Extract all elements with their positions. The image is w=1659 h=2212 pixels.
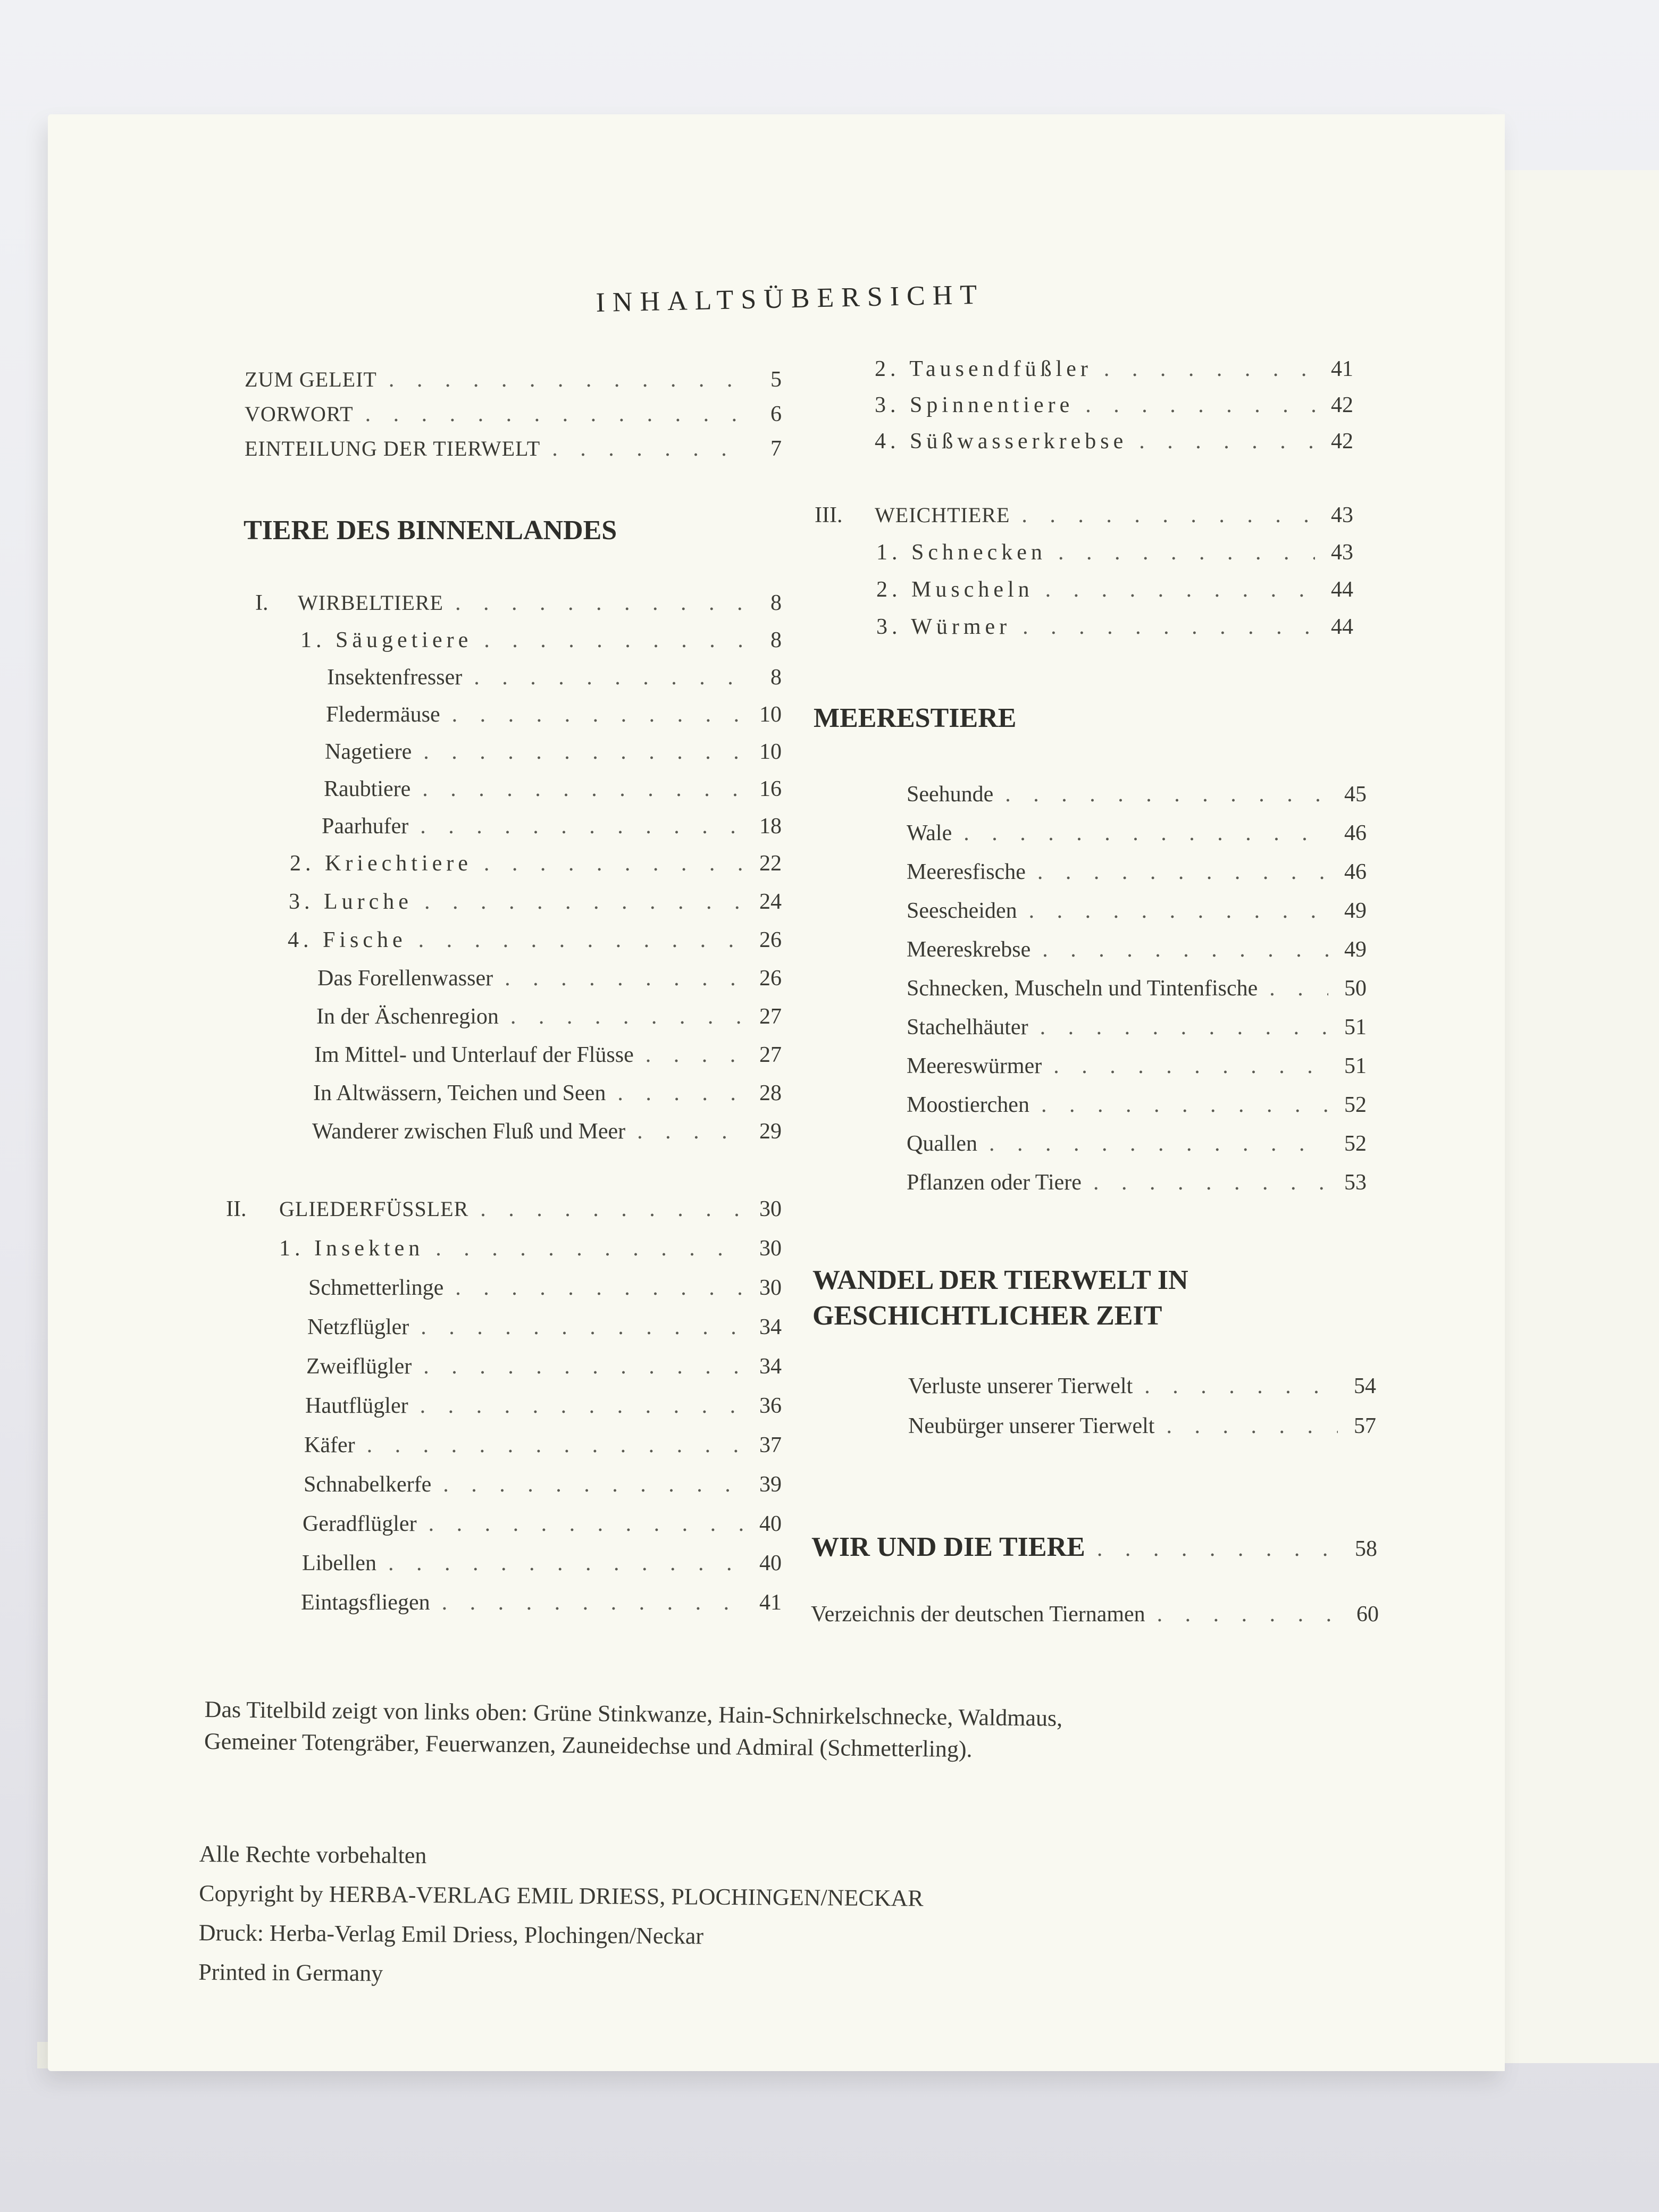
entry-page: 24	[759, 890, 782, 914]
toc-entry	[245, 367, 782, 401]
entry-page: 46	[1344, 860, 1367, 884]
entry-label: Moostierchen	[907, 1093, 1029, 1117]
entry-page: 58	[1355, 1537, 1377, 1561]
entry-page: 16	[759, 777, 782, 801]
entry-page: 54	[1354, 1374, 1376, 1398]
entry-label: Verzeichnis der deutschen Tiernamen	[811, 1602, 1145, 1627]
toc-entry	[876, 577, 1353, 611]
entry-label: Libellen	[302, 1551, 376, 1576]
entry-page: 18	[759, 814, 782, 839]
entry-page: 51	[1344, 1015, 1367, 1040]
entry-label: 3. Spinnentiere	[875, 393, 1074, 417]
toc-entry	[312, 1119, 782, 1153]
entry-label: Seehunde	[907, 782, 994, 807]
leader-dots	[423, 1511, 743, 1537]
entry-label: 4. Süßwasserkrebse	[875, 429, 1128, 454]
entry-label: 1. Säugetiere	[300, 628, 473, 652]
leader-dots	[1088, 1170, 1328, 1195]
imprint-block	[198, 1834, 924, 1997]
entry-label: 1. Schnecken	[876, 540, 1046, 565]
section-heading: GESCHICHTLICHER ZEIT	[812, 1301, 1162, 1331]
leader-dots	[1134, 429, 1315, 454]
entry-page: 41	[759, 1590, 782, 1615]
toc-entry	[875, 356, 1353, 390]
leader-dots	[1036, 1092, 1328, 1118]
entry-label: Meeresfische	[907, 860, 1026, 884]
toc-entry	[304, 1432, 782, 1467]
entry-page: 22	[759, 851, 782, 876]
entry-label: Insektenfresser	[327, 665, 463, 690]
entry-label: 2. Muscheln	[876, 577, 1034, 602]
leader-dots	[612, 1080, 743, 1106]
caption-line: Das Titelbild zeigt von links oben: Grüne Stinkwanze, Hain-Schnirkelschnecke, Waldmaus,	[204, 1696, 1063, 1731]
entry-page: 6	[770, 402, 782, 426]
toc-entry	[279, 1236, 782, 1270]
leader-dots	[430, 1236, 743, 1261]
entry-label: Geradflügler	[303, 1512, 417, 1536]
toc-entry	[317, 966, 782, 1000]
entry-page: 43	[1331, 540, 1353, 565]
leader-dots	[362, 1432, 743, 1458]
entry-label: WIR UND DIE TIERE	[811, 1532, 1085, 1562]
toc-entry	[302, 1551, 782, 1585]
toc-entry	[322, 814, 782, 848]
entry-page: 26	[759, 966, 782, 991]
toc-entry	[907, 1170, 1367, 1204]
leader-dots	[1092, 1536, 1339, 1562]
imprint-print: Druck: Herba-Verlag Emil Driess, Plochingen/Neckar	[198, 1919, 704, 1949]
caption-line: Gemeiner Totengräber, Feuerwanzen, Zauneidechse und Admiral (Schmetterling).	[204, 1728, 973, 1763]
entry-page: 44	[1331, 615, 1353, 639]
leader-dots	[1053, 540, 1315, 565]
entry-label: EINTEILUNG DER TIERWELT	[245, 437, 541, 460]
entry-page: 10	[759, 702, 782, 727]
leader-dots	[418, 1354, 743, 1379]
cover-caption	[204, 1694, 1063, 1766]
entry-page: 50	[1344, 976, 1367, 1001]
toc-entry	[316, 1004, 782, 1038]
entry-label: Seescheiden	[907, 899, 1017, 923]
toc-entry	[313, 1080, 782, 1115]
entry-label: 3. Würmer	[876, 615, 1011, 639]
toc-entry	[301, 1590, 782, 1624]
leader-dots	[958, 820, 1328, 846]
leader-dots	[450, 1275, 743, 1301]
entry-page: 27	[759, 1004, 782, 1029]
entry-page: 40	[759, 1512, 782, 1536]
toc-entry	[908, 1373, 1376, 1407]
entry-label: GLIEDERFÜSSLER	[279, 1197, 469, 1221]
section-heading: TIERE DES BINNENLANDES	[244, 515, 617, 546]
toc-entry	[255, 590, 782, 624]
leader-dots	[415, 1393, 743, 1419]
toc-entry	[907, 1131, 1367, 1165]
leader-dots	[1152, 1602, 1340, 1627]
entry-page: 49	[1344, 899, 1367, 923]
toc-entry	[907, 898, 1367, 932]
toc-entry	[245, 401, 782, 435]
imprint-copyright: Copyright by HERBA-VERLAG EMIL DRIESS, PLOCHINGEN/NECKAR	[199, 1880, 924, 1912]
entry-page: 41	[1331, 357, 1353, 381]
entry-page: 34	[759, 1354, 782, 1379]
page-title: INHALTSÜBERSICHT	[596, 279, 985, 318]
leader-dots	[360, 401, 743, 427]
leader-dots	[413, 927, 743, 953]
toc-entry	[325, 739, 782, 773]
entry-label: Meereskrebse	[907, 937, 1031, 962]
entry-label: Meereswürmer	[907, 1054, 1042, 1078]
toc-entry	[290, 851, 782, 885]
entry-page: 46	[1344, 821, 1367, 845]
toc-entry	[226, 1196, 782, 1230]
toc-entry	[306, 1354, 782, 1388]
entry-page: 7	[770, 437, 782, 461]
entry-page: 36	[759, 1394, 782, 1418]
leader-dots	[1264, 976, 1328, 1001]
toc-entry	[307, 1314, 782, 1348]
toc-entry	[811, 1531, 1377, 1565]
toc-entry	[326, 702, 782, 736]
toc-entry	[907, 859, 1367, 893]
entry-page: 45	[1344, 782, 1367, 807]
entry-page: 8	[770, 591, 782, 615]
entry-page: 52	[1344, 1132, 1367, 1156]
toc-entry	[907, 782, 1367, 816]
toc-entry	[304, 1472, 782, 1506]
toc-entry	[303, 1511, 782, 1545]
toc-entry	[324, 776, 782, 810]
entry-label: ZUM GELEIT	[245, 367, 377, 391]
entry-label: Paarhufer	[322, 814, 409, 839]
toc-entry	[875, 429, 1353, 463]
section-heading: WANDEL DER TIERWELT IN	[812, 1265, 1188, 1295]
leader-dots	[1037, 937, 1328, 962]
leader-dots	[475, 1196, 743, 1222]
entry-label: Verluste unserer Tierwelt	[908, 1374, 1133, 1398]
entry-label: Hautflügler	[305, 1394, 408, 1418]
entry-label: 1. Insekten	[279, 1236, 424, 1261]
leader-dots	[640, 1042, 743, 1068]
entry-label: In der Äschenregion	[316, 1004, 499, 1029]
toc-entry	[907, 976, 1367, 1010]
entry-page: 37	[759, 1433, 782, 1457]
leader-dots	[479, 627, 743, 653]
entry-page: 53	[1344, 1170, 1367, 1195]
toc-entry	[875, 392, 1353, 426]
entry-label: In Altwässern, Teichen und Seen	[313, 1081, 606, 1105]
leader-dots	[1032, 859, 1328, 885]
leader-dots	[418, 739, 743, 765]
roman-numeral: II.	[226, 1197, 247, 1221]
toc-entry	[811, 1602, 1379, 1636]
entry-page: 34	[759, 1315, 782, 1339]
entry-page: 57	[1354, 1414, 1376, 1438]
toc-entry	[815, 502, 1353, 537]
leader-dots	[468, 665, 743, 690]
leader-dots	[1139, 1373, 1338, 1399]
entry-label: Neubürger unserer Tierwelt	[908, 1414, 1155, 1438]
leader-dots	[437, 1590, 743, 1615]
leader-dots	[417, 776, 743, 802]
entry-label: Nagetiere	[325, 740, 412, 764]
entry-label: Stachelhäuter	[907, 1015, 1028, 1040]
toc-entry	[907, 937, 1367, 971]
leader-dots	[1048, 1053, 1328, 1079]
entry-page: 40	[759, 1551, 782, 1576]
imprint-rights: Alle Rechte vorbehalten	[199, 1840, 427, 1869]
leader-dots	[1080, 392, 1315, 418]
leader-dots	[419, 889, 743, 915]
toc-entry	[908, 1413, 1376, 1447]
entry-label: 2. Kriechtiere	[290, 851, 472, 876]
entry-label: Das Forellenwasser	[317, 966, 493, 991]
entry-page: 10	[759, 740, 782, 764]
leader-dots	[1040, 577, 1315, 602]
toc-entry	[907, 1053, 1367, 1087]
leader-dots	[1016, 502, 1315, 528]
entry-page: 43	[1331, 503, 1353, 527]
entry-label: Im Mittel- und Unterlauf der Flüsse	[314, 1043, 634, 1067]
roman-numeral: I.	[255, 591, 269, 615]
toc-entry	[327, 665, 782, 699]
entry-page: 44	[1331, 577, 1353, 602]
entry-page: 51	[1344, 1054, 1367, 1078]
leader-dots	[450, 590, 743, 616]
leader-dots	[1161, 1413, 1338, 1439]
leader-dots	[1024, 898, 1328, 924]
entry-page: 29	[759, 1119, 782, 1144]
leader-dots	[1035, 1015, 1328, 1040]
leader-dots	[499, 966, 743, 991]
entry-label: VORWORT	[245, 402, 354, 426]
toc-entry	[300, 627, 782, 661]
entry-label: Wanderer zwischen Fluß und Meer	[312, 1119, 626, 1144]
leader-dots	[479, 851, 743, 876]
entry-label: Raubtiere	[324, 777, 411, 801]
leader-dots	[438, 1472, 743, 1497]
leader-dots	[505, 1004, 743, 1029]
entry-page: 8	[770, 665, 782, 690]
leader-dots	[1000, 782, 1328, 807]
entry-label: 2. Tausendfüßler	[875, 357, 1092, 381]
toc-entry	[245, 436, 782, 470]
toc-entry	[876, 614, 1353, 648]
entry-label: Zweiflügler	[306, 1354, 412, 1379]
entry-page: 42	[1331, 393, 1353, 417]
entry-label: Schnabelkerfe	[304, 1472, 432, 1497]
entry-label: WEICHTIERE	[875, 503, 1010, 527]
entry-label: Pflanzen oder Tiere	[907, 1170, 1082, 1195]
entry-page: 28	[759, 1081, 782, 1105]
entry-page: 49	[1344, 937, 1367, 962]
toc-entry	[907, 1092, 1367, 1126]
toc-entry	[288, 927, 782, 961]
section-heading: MEERESTIERE	[814, 703, 1017, 733]
entry-page: 8	[770, 628, 782, 652]
entry-page: 52	[1344, 1093, 1367, 1117]
entry-page: 5	[770, 367, 782, 392]
entry-label: Eintagsfliegen	[301, 1590, 430, 1615]
toc-entry	[876, 540, 1353, 574]
entry-label: Wale	[907, 821, 952, 845]
leader-dots	[447, 702, 743, 727]
toc-entry	[305, 1393, 782, 1427]
leader-dots	[1099, 356, 1315, 382]
entry-page: 27	[759, 1043, 782, 1067]
toc-entry	[314, 1042, 782, 1076]
entry-page: 42	[1331, 429, 1353, 454]
entry-page: 26	[759, 928, 782, 952]
toc-entry	[289, 889, 782, 923]
entry-page: 30	[759, 1276, 782, 1300]
leader-dots	[415, 1314, 743, 1340]
entry-label: 4. Fische	[288, 928, 407, 952]
imprint-country: Printed in Germany	[198, 1958, 383, 1987]
entry-label: Schnecken, Muscheln und Tintenfische	[907, 976, 1258, 1001]
entry-page: 30	[759, 1236, 782, 1261]
toc-entry	[308, 1275, 782, 1309]
toc-entry	[907, 820, 1367, 854]
leader-dots	[415, 814, 743, 839]
leader-dots	[632, 1119, 743, 1144]
entry-label: Netzflügler	[307, 1315, 409, 1339]
toc-entry	[907, 1015, 1367, 1049]
entry-label: 3. Lurche	[289, 890, 413, 914]
entry-page: 60	[1356, 1602, 1379, 1627]
entry-label: Quallen	[907, 1132, 977, 1156]
entry-page: 39	[759, 1472, 782, 1497]
entry-label: Fledermäuse	[326, 702, 440, 727]
leader-dots	[547, 436, 743, 462]
entry-label: WIRBELTIERE	[298, 591, 443, 615]
entry-page: 30	[759, 1197, 782, 1221]
leader-dots	[984, 1131, 1328, 1157]
leader-dots	[383, 1551, 743, 1576]
leader-dots	[383, 367, 743, 392]
entry-label: Käfer	[304, 1433, 355, 1457]
leader-dots	[1017, 614, 1315, 640]
entry-label: Schmetterlinge	[308, 1276, 444, 1300]
roman-numeral: III.	[815, 503, 843, 527]
